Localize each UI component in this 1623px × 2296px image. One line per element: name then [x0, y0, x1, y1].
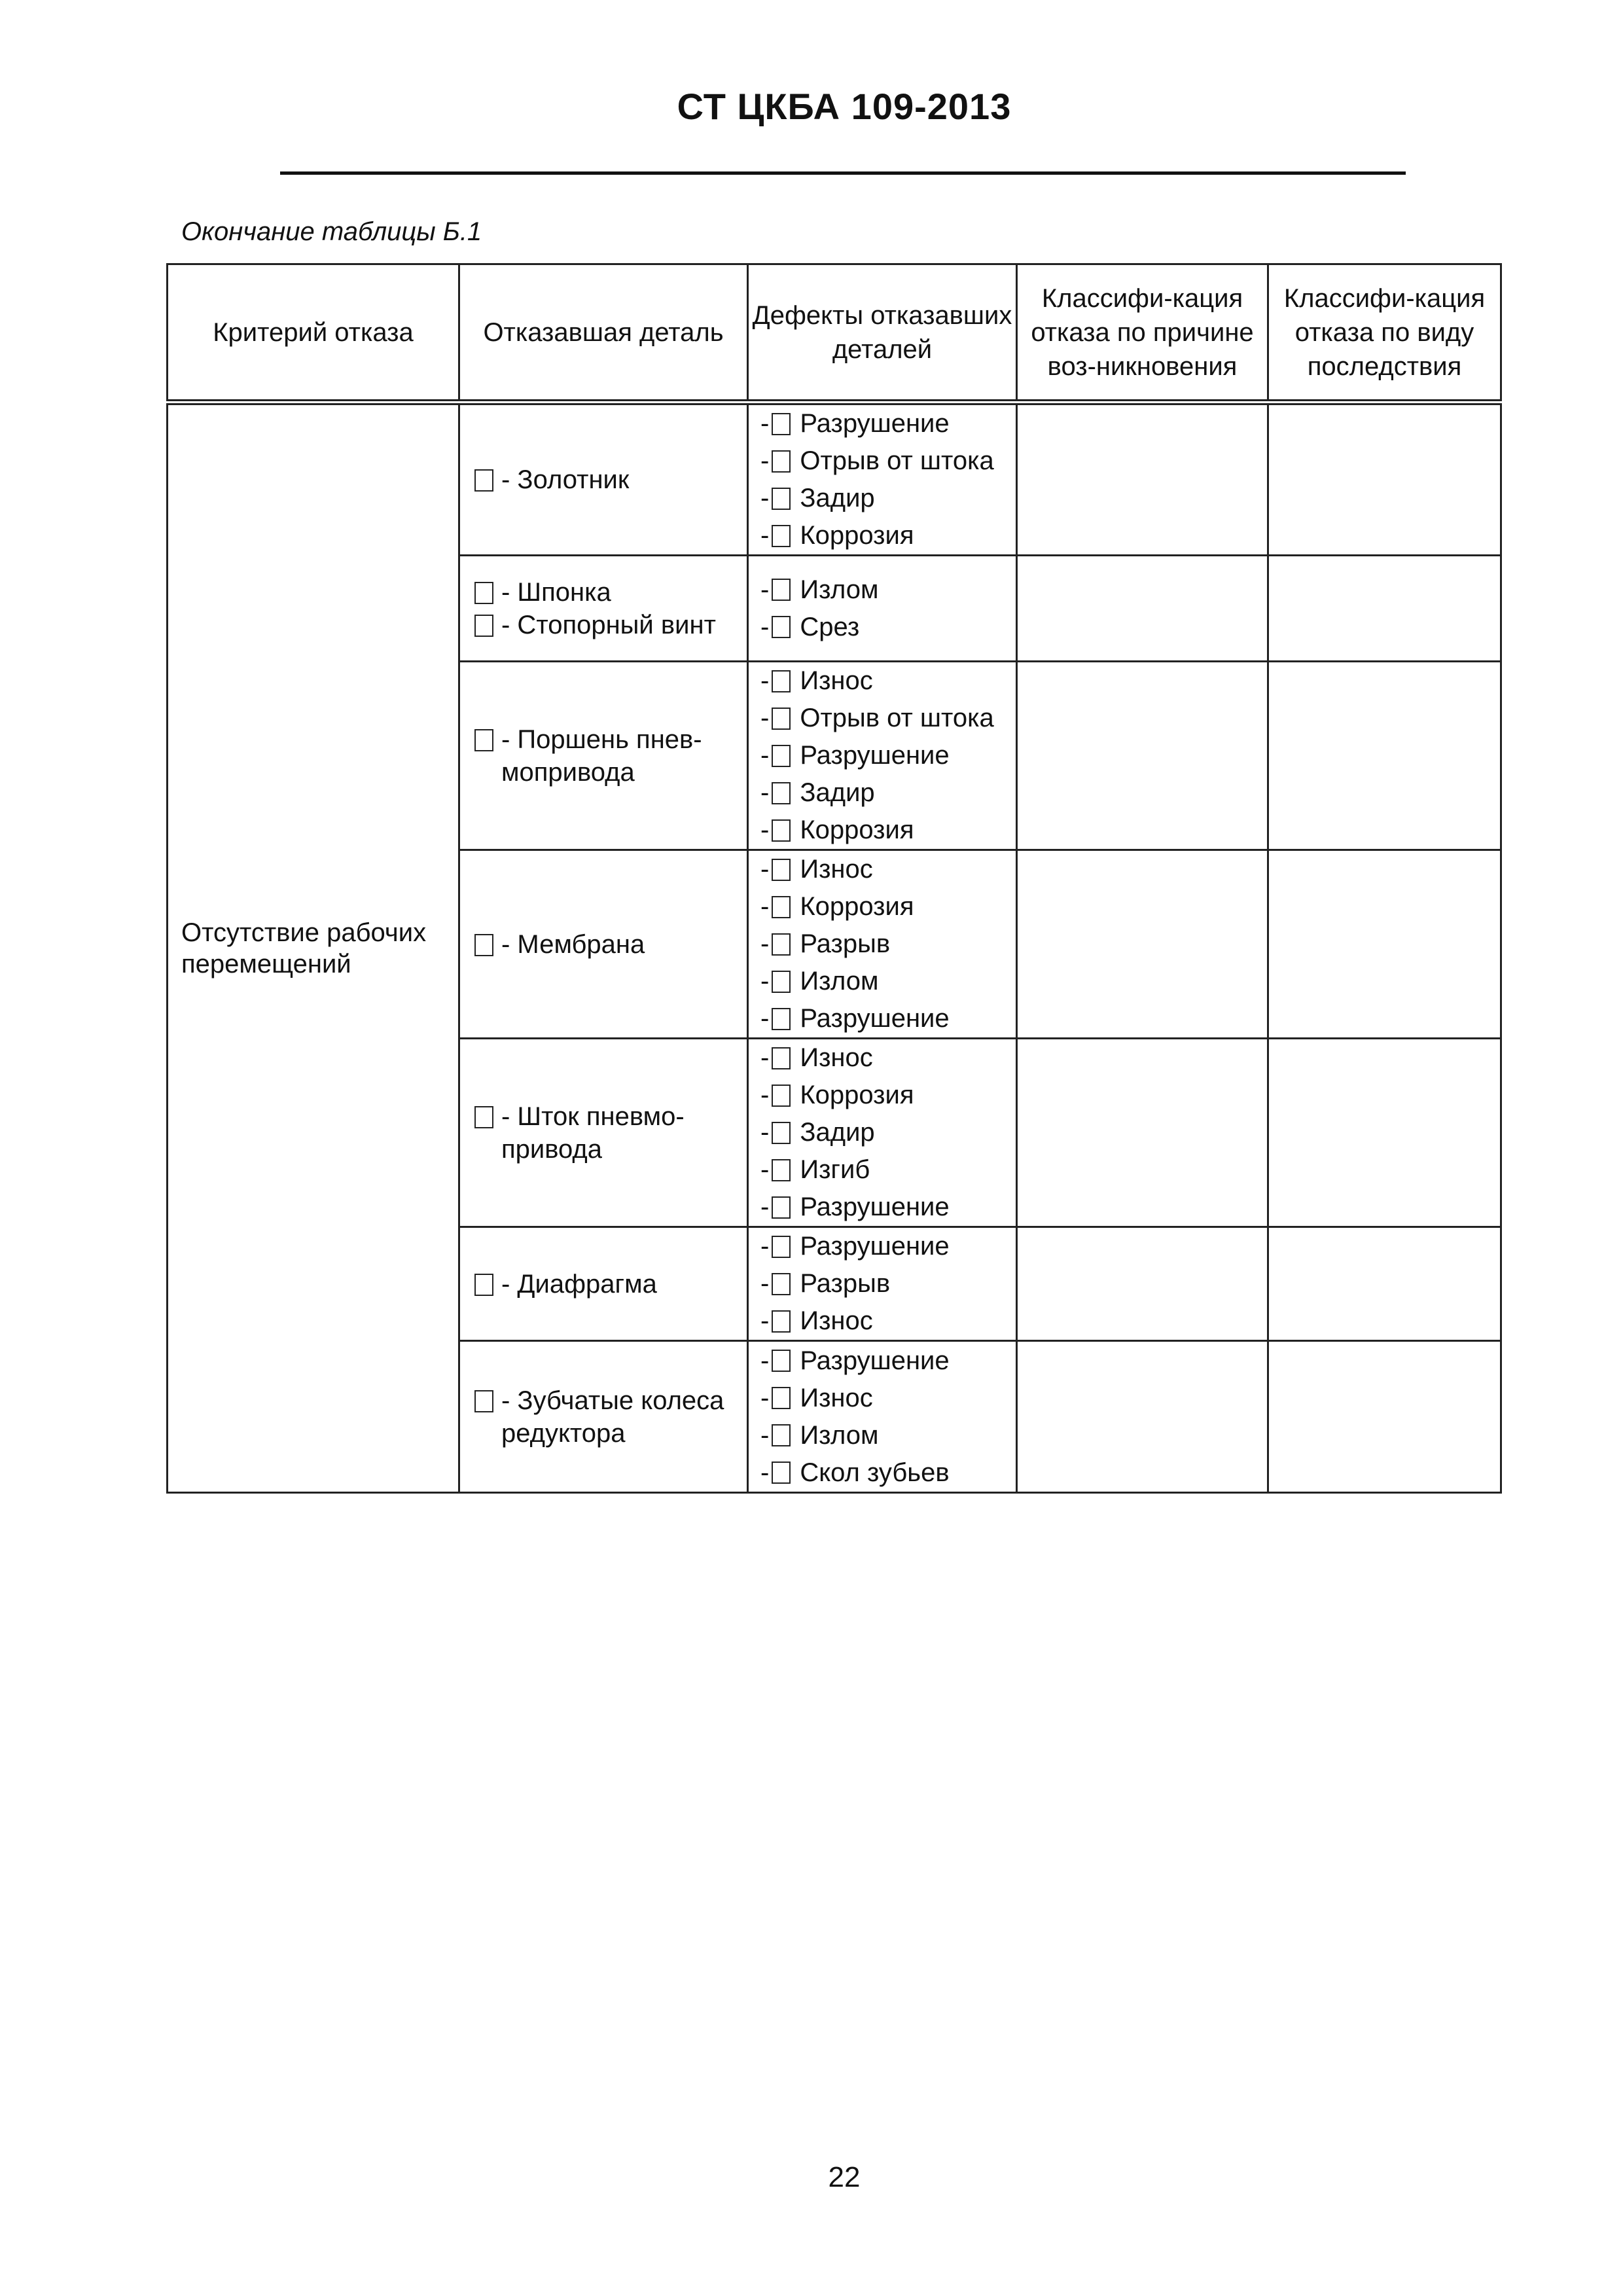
defect-option	[760, 1189, 1016, 1226]
defect-dash: -	[760, 1081, 770, 1109]
failed-part-cell	[459, 1227, 748, 1341]
defects-cell	[748, 1341, 1017, 1493]
failed-part-cell	[459, 1341, 748, 1493]
defect-option	[760, 737, 1016, 774]
checkbox[interactable]	[474, 582, 493, 604]
checkbox[interactable]	[772, 1424, 791, 1446]
column-header-defects: Дефекты отказавших деталей	[748, 264, 1017, 403]
defect-dash: -	[760, 741, 770, 770]
checkbox[interactable]	[772, 1122, 791, 1144]
defect-label: Излом	[800, 967, 879, 996]
checkbox[interactable]	[772, 1196, 791, 1219]
defect-dash: -	[760, 1232, 770, 1261]
checkbox[interactable]	[772, 1273, 791, 1295]
failed-part-cell	[459, 850, 748, 1039]
defect-dash: -	[760, 575, 770, 604]
column-header-failed-part: Отказавшая деталь	[459, 264, 748, 403]
defects-cell	[748, 403, 1017, 556]
defect-option	[760, 888, 1016, 925]
defect-option	[760, 1302, 1016, 1340]
failed-part-label: - Зубчатые колеса редуктора	[501, 1386, 724, 1448]
defect-label: Коррозия	[800, 1081, 914, 1109]
checkbox[interactable]	[474, 615, 493, 637]
defects-cell	[748, 556, 1017, 662]
consequence-classification-cell[interactable]	[1268, 1039, 1501, 1227]
checkbox[interactable]	[772, 1350, 791, 1372]
defect-option	[760, 571, 1016, 609]
defect-label: Разрушение	[800, 1193, 950, 1221]
defect-dash: -	[760, 612, 770, 641]
defect-label: Задир	[800, 484, 875, 512]
defect-label: Износ	[800, 1383, 873, 1412]
checkbox[interactable]	[772, 1008, 791, 1030]
failed-part-cell	[459, 556, 748, 662]
failed-part-label: - Золотник	[501, 465, 630, 494]
failure-classification-table	[166, 263, 1500, 1494]
failed-part-option	[474, 928, 747, 961]
defect-label: Разрушение	[800, 1346, 950, 1375]
defect-dash: -	[760, 1004, 770, 1033]
defect-option	[760, 1077, 1016, 1114]
failure-criterion-cell: Отсутствие рабочих перемещений	[168, 403, 459, 1493]
defect-option	[760, 851, 1016, 888]
checkbox[interactable]	[772, 413, 791, 435]
defect-option	[760, 1454, 1016, 1492]
failed-part-option	[474, 723, 747, 789]
failed-part-option	[474, 463, 747, 496]
checkbox[interactable]	[772, 1159, 791, 1181]
checkbox[interactable]	[772, 1387, 791, 1409]
checkbox[interactable]	[772, 670, 791, 692]
defect-option	[760, 662, 1016, 700]
failed-part-option	[474, 609, 747, 641]
defect-option	[760, 1265, 1016, 1302]
defect-option	[760, 700, 1016, 737]
consequence-classification-cell[interactable]	[1268, 1227, 1501, 1341]
defect-dash: -	[760, 1458, 770, 1487]
consequence-classification-cell[interactable]	[1268, 1341, 1501, 1493]
consequence-classification-cell[interactable]	[1268, 403, 1501, 556]
defect-dash: -	[760, 816, 770, 844]
defect-label: Износ	[800, 1306, 873, 1335]
cause-classification-cell[interactable]	[1017, 403, 1268, 556]
failed-part-cell	[459, 403, 748, 556]
failed-part-option	[474, 576, 747, 609]
defect-label: Разрыв	[800, 929, 891, 958]
defect-option	[760, 480, 1016, 517]
defect-option	[760, 963, 1016, 1000]
defect-dash: -	[760, 446, 770, 475]
defect-label: Коррозия	[800, 521, 914, 550]
defect-option	[760, 1114, 1016, 1151]
defect-option	[760, 1000, 1016, 1037]
checkbox[interactable]	[772, 450, 791, 473]
defect-option	[760, 1417, 1016, 1454]
defect-dash: -	[760, 778, 770, 807]
consequence-classification-cell[interactable]	[1268, 556, 1501, 662]
defect-dash: -	[760, 521, 770, 550]
checkbox[interactable]	[772, 859, 791, 881]
defect-dash: -	[760, 704, 770, 732]
table-caption: Окончание таблицы Б.1	[181, 217, 482, 246]
defect-label: Изгиб	[800, 1155, 870, 1184]
checkbox[interactable]	[772, 1236, 791, 1258]
table-header-row	[168, 264, 1501, 403]
defect-label: Коррозия	[800, 816, 914, 844]
failed-part-option	[474, 1268, 747, 1300]
defect-dash: -	[760, 1346, 770, 1375]
defect-dash: -	[760, 1118, 770, 1147]
defect-label: Отрыв от штока	[800, 446, 994, 475]
defect-label: Износ	[800, 1043, 873, 1072]
failed-part-option	[474, 1100, 747, 1166]
checkbox[interactable]	[474, 729, 493, 751]
checkbox[interactable]	[772, 933, 791, 956]
defect-label: Излом	[800, 575, 879, 604]
defect-option	[760, 925, 1016, 963]
defects-cell	[748, 1227, 1017, 1341]
defect-label: Отрыв от штока	[800, 704, 994, 732]
defect-dash: -	[760, 1383, 770, 1412]
document-code-title: СТ ЦКБА 109-2013	[677, 86, 1012, 127]
defects-cell	[748, 662, 1017, 850]
checkbox[interactable]	[772, 745, 791, 767]
defect-option	[760, 812, 1016, 849]
checkbox[interactable]	[474, 934, 493, 956]
defect-option	[760, 405, 1016, 442]
failed-part-cell	[459, 662, 748, 850]
cause-classification-cell[interactable]	[1017, 1039, 1268, 1227]
checkbox[interactable]	[474, 1390, 493, 1412]
defect-label: Разрушение	[800, 1004, 950, 1033]
defect-dash: -	[760, 1269, 770, 1298]
defect-option	[760, 1228, 1016, 1265]
failed-part-label: - Шток пневмо-привода	[501, 1102, 685, 1164]
defect-option	[760, 609, 1016, 646]
defect-label: Износ	[800, 666, 873, 695]
defect-label: Излом	[800, 1420, 879, 1450]
column-header-cause-classification: Классифи-кация отказа по причине воз-никновения	[1017, 264, 1268, 403]
defect-label: Разрушение	[800, 1232, 950, 1261]
checkbox[interactable]	[772, 708, 791, 730]
checkbox[interactable]	[772, 819, 791, 842]
checkbox[interactable]	[772, 782, 791, 804]
consequence-classification-cell[interactable]	[1268, 662, 1501, 850]
defect-dash: -	[760, 967, 770, 996]
defect-option	[760, 1380, 1016, 1417]
defect-option	[760, 774, 1016, 812]
defect-option	[760, 1039, 1016, 1077]
defect-label: Задир	[800, 1118, 875, 1147]
failed-part-label: - Стопорный винт	[501, 610, 716, 639]
failed-part-cell	[459, 1039, 748, 1227]
defect-dash: -	[760, 666, 770, 695]
defect-option	[760, 442, 1016, 480]
defect-label: Разрыв	[800, 1269, 891, 1298]
defect-dash: -	[760, 1155, 770, 1184]
defect-label: Разрушение	[800, 741, 950, 770]
failed-part-label: - Шпонка	[501, 577, 611, 607]
failed-part-label: - Мембрана	[501, 929, 645, 959]
failed-part-label: - Диафрагма	[501, 1269, 657, 1299]
checkbox[interactable]	[772, 971, 791, 993]
defect-dash: -	[760, 1043, 770, 1072]
defect-option	[760, 1151, 1016, 1189]
defect-option	[760, 517, 1016, 554]
checkbox[interactable]	[772, 1085, 791, 1107]
defect-label: Разрушение	[800, 409, 950, 438]
defect-label: Коррозия	[800, 892, 914, 921]
checkbox[interactable]	[772, 896, 791, 918]
checkbox[interactable]	[772, 1310, 791, 1333]
defects-cell	[748, 850, 1017, 1039]
cause-classification-cell[interactable]	[1017, 662, 1268, 850]
defect-dash: -	[760, 484, 770, 512]
checkbox[interactable]	[474, 469, 493, 492]
defect-dash: -	[760, 892, 770, 921]
checkbox[interactable]	[772, 488, 791, 510]
defect-dash: -	[760, 855, 770, 884]
checkbox[interactable]	[772, 1047, 791, 1069]
cause-classification-cell[interactable]	[1017, 1227, 1268, 1341]
consequence-classification-cell[interactable]	[1268, 850, 1501, 1039]
failed-part-label: - Поршень пнев-мопривода	[501, 725, 702, 787]
defect-dash: -	[760, 1193, 770, 1221]
defect-dash: -	[760, 1306, 770, 1335]
failed-part-option	[474, 1384, 747, 1450]
checkbox[interactable]	[772, 579, 791, 601]
header-rule	[280, 171, 1406, 175]
column-header-consequence-classification: Классифи-кация отказа по виду последствия	[1268, 264, 1501, 403]
table-row	[168, 403, 1501, 556]
cause-classification-cell[interactable]	[1017, 850, 1268, 1039]
page-number: 22	[828, 2161, 861, 2193]
cause-classification-cell[interactable]	[1017, 1341, 1268, 1493]
checkbox[interactable]	[772, 616, 791, 638]
defect-label: Задир	[800, 778, 875, 807]
checkbox[interactable]	[772, 525, 791, 547]
checkbox[interactable]	[474, 1106, 493, 1128]
defect-label: Скол зубьев	[800, 1458, 950, 1487]
defect-dash: -	[760, 1420, 770, 1450]
defects-cell	[748, 1039, 1017, 1227]
defect-option	[760, 1342, 1016, 1380]
defect-dash: -	[760, 409, 770, 438]
column-header-criterion: Критерий отказа	[168, 264, 459, 403]
defect-label: Срез	[800, 612, 860, 641]
defect-dash: -	[760, 929, 770, 958]
defect-label: Износ	[800, 855, 873, 884]
cause-classification-cell[interactable]	[1017, 556, 1268, 662]
checkbox[interactable]	[474, 1274, 493, 1296]
checkbox[interactable]	[772, 1462, 791, 1484]
